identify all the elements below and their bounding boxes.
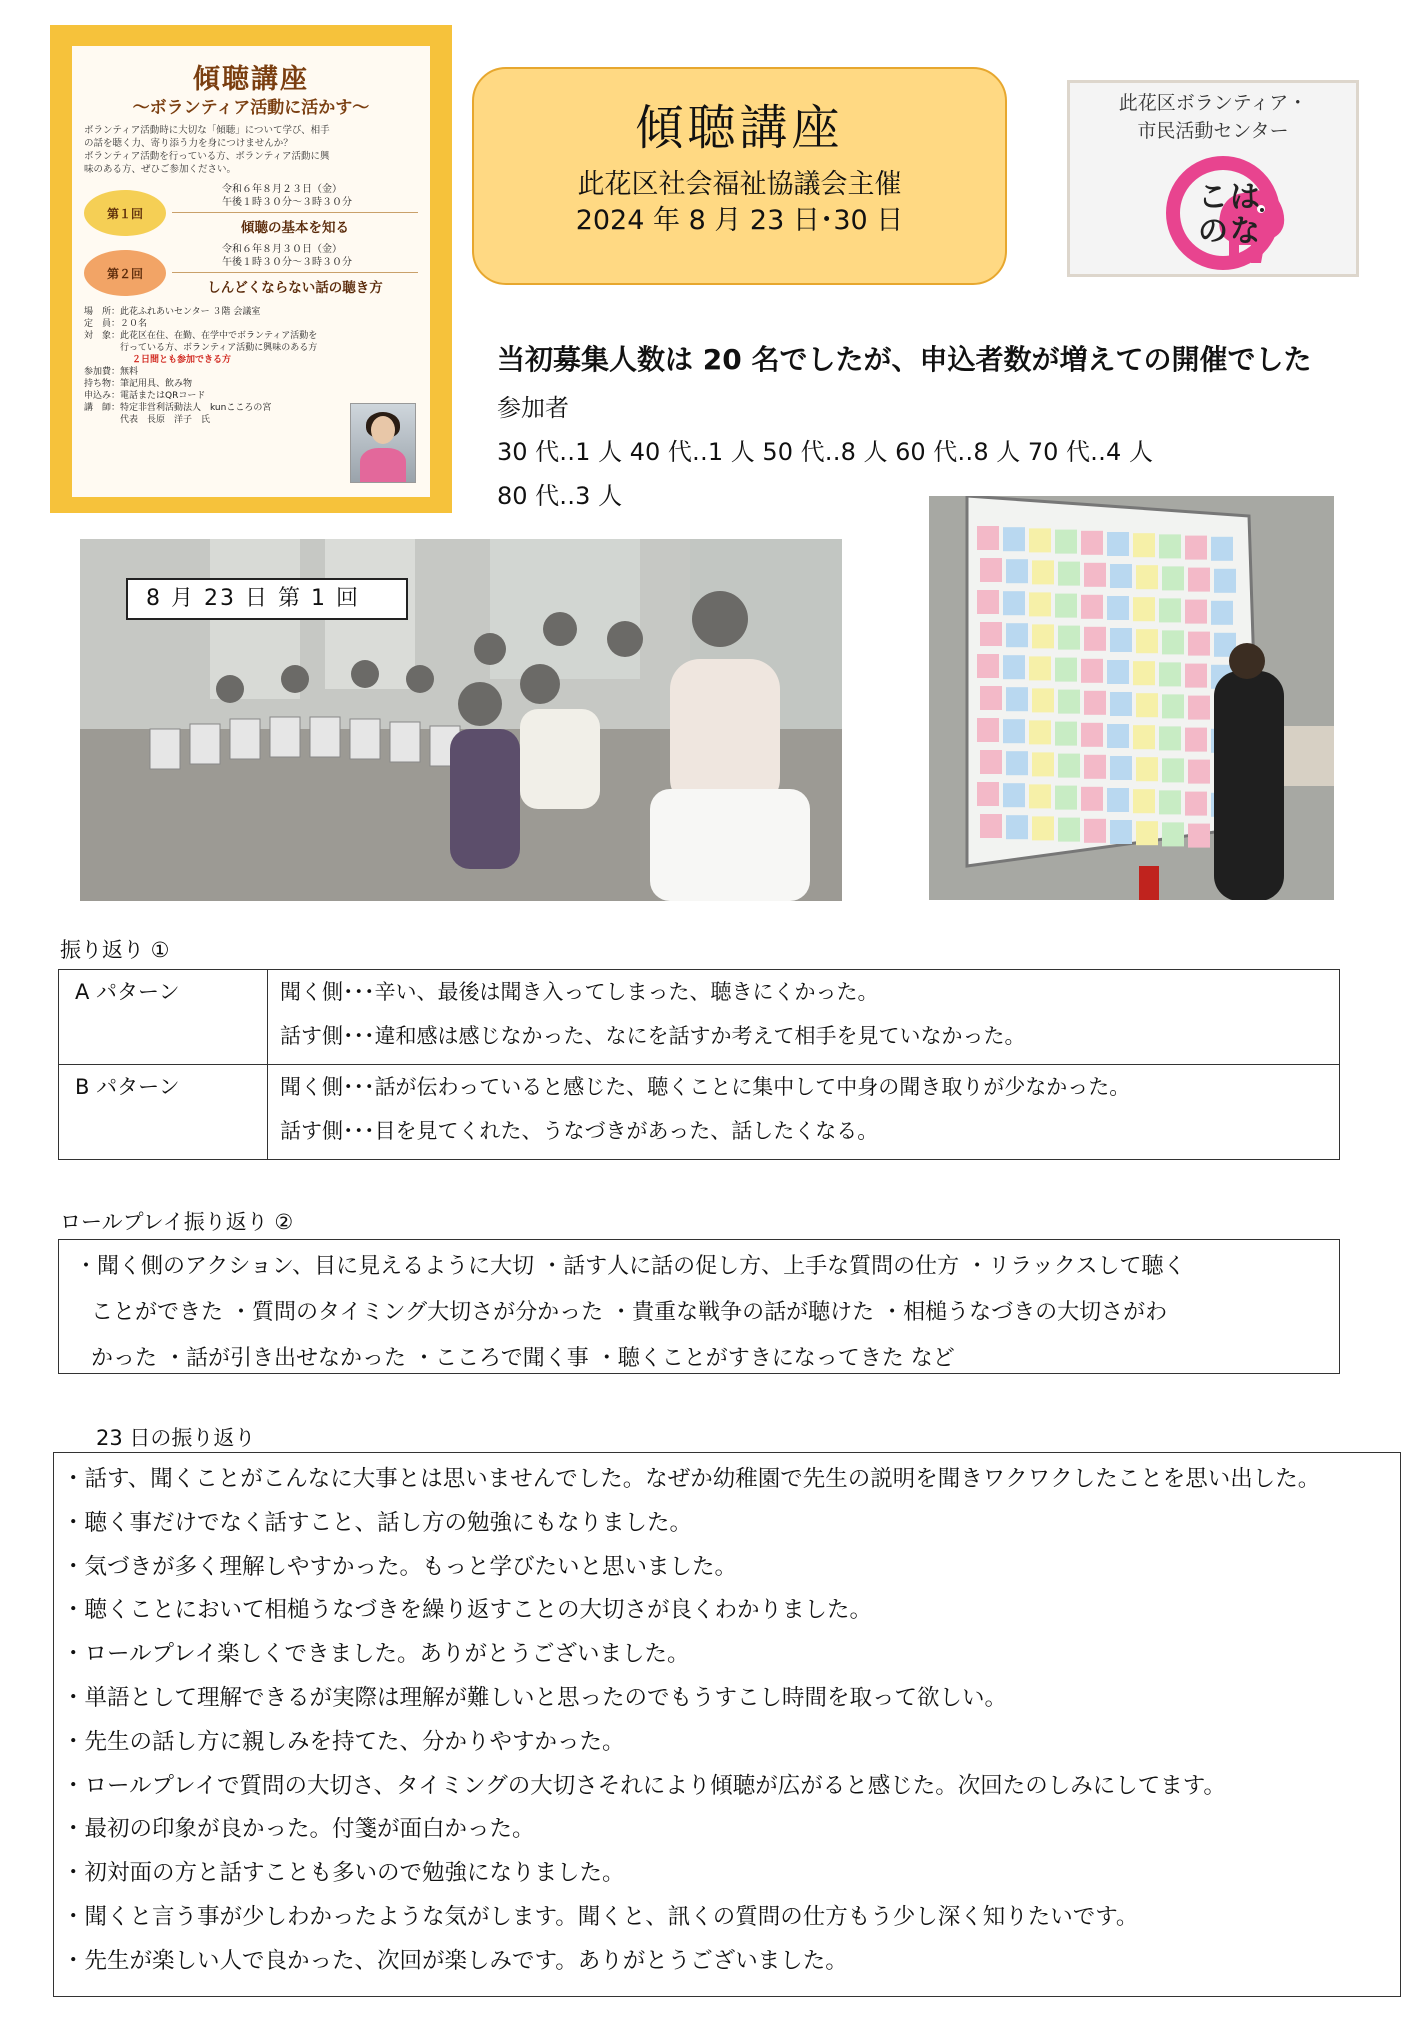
- flyer-session-2: [84, 242, 418, 302]
- sticky-note: [1159, 598, 1181, 622]
- sticky-note: [1032, 816, 1054, 840]
- flyer-items: 持ち物：筆記用具、飲み物: [84, 379, 193, 389]
- flyer-content: [72, 46, 430, 497]
- review2-box: [58, 1239, 1340, 1374]
- sticky-note: [1159, 534, 1181, 558]
- logo-text: [1190, 181, 1270, 249]
- sticky-note: [1084, 819, 1106, 843]
- sticky-note: [1003, 591, 1025, 615]
- sticky-note: [1110, 564, 1132, 588]
- event-dates: 2024 年 8 月 23 日･30 日: [575, 205, 904, 236]
- page-title: 傾聴講座: [635, 100, 844, 156]
- sticky-note: [1188, 696, 1210, 720]
- review2-line: ことができた ・質問のタイミング大切さが分かった ・貴重な戦争の話が聴けた ・相槌うなづきの大切さがわ: [91, 1300, 1168, 1325]
- sticky-note: [1133, 725, 1155, 749]
- sticky-note: [1006, 751, 1028, 775]
- flyer-target-cont: 行っている方、ボランティア活動に興味のある方: [84, 343, 318, 353]
- sticky-note: [1084, 755, 1106, 779]
- logo-text-line: こは: [1198, 180, 1262, 215]
- comment-line: 話す側･･･目を見てくれた、うなづきがあった、話したくなる。: [280, 1119, 879, 1143]
- session-badge: 第２回: [84, 250, 166, 296]
- sticky-note: [1081, 787, 1103, 811]
- sticky-note: [1107, 724, 1129, 748]
- sticky-note: [1081, 595, 1103, 619]
- sticky-note: [1084, 691, 1106, 715]
- sticky-note: [1214, 569, 1236, 593]
- sticky-note: [977, 590, 999, 614]
- sticky-note: [1136, 565, 1158, 589]
- sticky-note: [1136, 629, 1158, 653]
- sticky-note: [1162, 630, 1184, 654]
- review2-line: ・聞く側のアクション、目に見えるように大切 ・話す人に話の促し方、上手な質問の仕方 ・リラックスして聴く: [75, 1254, 1186, 1279]
- sticky-note: [1003, 783, 1025, 807]
- list-item: ・最初の印象が良かった。付箋が面白かった。: [62, 1816, 535, 1843]
- pattern-cell: [59, 970, 268, 1065]
- comment-line: 聞く側･･･話が伝わっていると感じた、聴くことに集中して中身の聞き取りが少なかった。: [280, 1075, 1131, 1099]
- photo-body: [360, 448, 406, 482]
- photo-caption: 8 月 23 日 第 1 回: [126, 578, 408, 620]
- flyer-target-note: ２日間とも参加できる方: [132, 355, 232, 365]
- comment-cell: [268, 1065, 1340, 1160]
- sticky-note: [1107, 532, 1129, 556]
- participants-ages: 30 代‥1 人 40 代‥1 人 50 代‥8 人 60 代‥8 人 70 代‥4 人: [497, 438, 1153, 466]
- flyer-place: 場 所：此花ふれあいセンター ３階 会議室: [84, 307, 261, 317]
- sticky-note: [1162, 694, 1184, 718]
- review2-label: ロールプレイ振り返り ②: [60, 1210, 294, 1234]
- feedback-box: [53, 1452, 1401, 1997]
- logo-line-1: 此花区ボランティア・: [1118, 92, 1308, 114]
- event-flyer: [50, 25, 452, 513]
- sticky-note: [1110, 628, 1132, 652]
- list-item: ・聞くと言う事が少しわかったような気がします。聞くと、訊くの質問の仕方もう少し深く知りたいです。: [62, 1903, 1139, 1930]
- list-item: ・ロールプレイで質問の大切さ、タイミングの大切さそれにより傾聴が広がると感じた。次回たのしみにしてます。: [62, 1772, 1226, 1799]
- session-time: 午後１時３０分〜３時３０分: [222, 197, 352, 208]
- sticky-note: [1003, 719, 1025, 743]
- sticky-note: [1185, 536, 1207, 560]
- sticky-note: [1159, 662, 1181, 686]
- table-row: [59, 970, 1340, 1065]
- title-box: [472, 67, 1007, 285]
- logo-text-line: のな: [1198, 214, 1262, 249]
- sticky-note: [1081, 531, 1103, 555]
- sticky-note: [1003, 527, 1025, 551]
- sticky-note: [1029, 784, 1051, 808]
- sticky-note: [1006, 559, 1028, 583]
- sticky-note: [1159, 790, 1181, 814]
- sticky-note: [980, 814, 1002, 838]
- sticky-note: [1159, 726, 1181, 750]
- sticky-note: [1084, 627, 1106, 651]
- sticky-note: [1055, 786, 1077, 810]
- sticky-note: [1107, 596, 1129, 620]
- organizer: 此花区社会福祉協議会主催: [577, 169, 902, 200]
- flyer-apply: 申込み：電話またはQRコード: [84, 391, 206, 401]
- sticky-note: [1029, 592, 1051, 616]
- sticky-note: [1055, 530, 1077, 554]
- sticky-note: [1032, 688, 1054, 712]
- sticky-note: [1185, 792, 1207, 816]
- participants-ages-cont: 80 代‥3 人: [497, 482, 623, 510]
- table-row: [59, 1065, 1340, 1160]
- photo-face: [371, 416, 395, 444]
- list-item: ・聴く事だけでなく話すこと、話し方の勉強にもなりました。: [62, 1509, 693, 1536]
- list-item: ・聴くことにおいて相槌うなづきを繰り返すことの大切さが良くわかりました。: [62, 1597, 873, 1624]
- sticky-note: [1188, 760, 1210, 784]
- sticky-note: [1110, 692, 1132, 716]
- review2-line: かった ・話が引き出せなかった ・こころで聞く事 ・聴くことがすきになってきた など: [91, 1346, 955, 1371]
- comment-line: 聞く側･･･辛い、最後は聞き入ってしまった、聴きにくかった。: [280, 980, 879, 1004]
- sticky-note: [1188, 632, 1210, 656]
- whiteboard-image: [929, 496, 1334, 900]
- sticky-note: [980, 750, 1002, 774]
- flyer-lecturer-name: 代表 長原 洋子 氏: [84, 415, 211, 425]
- flyer-session-1: [84, 182, 418, 242]
- sticky-note: [1081, 659, 1103, 683]
- sticky-note: [1029, 528, 1051, 552]
- flyer-title: 傾聴講座: [193, 64, 309, 95]
- list-item: ・ロールプレイ楽しくできました。ありがとうございました。: [62, 1641, 690, 1668]
- pattern-label: B パターン: [75, 1075, 180, 1099]
- sticky-note: [1058, 690, 1080, 714]
- sticky-note: [1058, 818, 1080, 842]
- sticky-note: [1032, 624, 1054, 648]
- logo-line-2: 市民活動センター: [1137, 120, 1289, 142]
- sticky-note: [1185, 728, 1207, 752]
- flyer-fee: 参加費：無料: [84, 367, 139, 377]
- sticky-note: [1081, 723, 1103, 747]
- sticky-note: [1058, 754, 1080, 778]
- sticky-note: [1058, 562, 1080, 586]
- sticky-note: [1133, 789, 1155, 813]
- sticky-note: [1136, 693, 1158, 717]
- session-theme: しんどくならない話の聴き方: [172, 272, 418, 296]
- sticky-note: [1032, 560, 1054, 584]
- list-item: ・先生の話し方に親しみを持てた、分かりやすかった。: [62, 1728, 625, 1755]
- session-date: 令和６年８月３０日（金）: [222, 244, 342, 255]
- sticky-note: [1055, 722, 1077, 746]
- review1-table: [58, 969, 1340, 1160]
- sticky-note: [980, 558, 1002, 582]
- sticky-note: [1188, 568, 1210, 592]
- participants-label: 参加者: [497, 394, 569, 422]
- sticky-note: [1188, 824, 1210, 848]
- pattern-label: A パターン: [75, 980, 180, 1004]
- session-theme: 傾聴の基本を知る: [172, 212, 418, 236]
- flyer-capacity: 定 員：２０名: [84, 319, 148, 329]
- sticky-note: [1136, 821, 1158, 845]
- sticky-note: [1107, 788, 1129, 812]
- sticky-note: [977, 526, 999, 550]
- list-item: ・初対面の方と話すことも多いので勉強になりました。: [62, 1860, 625, 1887]
- list-item: ・気づきが多く理解しやすかった。もっと学びたいと思いました。: [62, 1553, 738, 1580]
- sticky-note: [1006, 815, 1028, 839]
- flyer-subtitle: 〜ボランティア活動に活かす〜: [132, 98, 370, 118]
- sticky-note: [1185, 600, 1207, 624]
- sticky-note: [1003, 655, 1025, 679]
- list-item: ・単語として理解できるが実際は理解が難しいと思ったのでもうすこし時間を取って欲しい。: [62, 1684, 1008, 1711]
- list-item: ・先生が楽しい人で良かった、次回が楽しみです。ありがとうございました。: [62, 1947, 848, 1974]
- sticky-note: [1029, 656, 1051, 680]
- sticky-note: [1084, 563, 1106, 587]
- sticky-note: [1029, 720, 1051, 744]
- lecturer-photo: [350, 403, 416, 483]
- sticky-note: [1110, 820, 1132, 844]
- flyer-intro-line: 味のある方、ぜひご参加ください。: [84, 164, 237, 175]
- center-logo: [1067, 80, 1359, 277]
- session-time: 午後１時３０分〜３時３０分: [222, 257, 352, 268]
- sticky-note: [980, 622, 1002, 646]
- session-badge: 第１回: [84, 190, 166, 236]
- flyer-target: 対 象：此花区在住、在勤、在学中でボランティア活動を: [84, 331, 318, 341]
- sticky-notes-photo: [929, 496, 1334, 900]
- sticky-note: [1162, 822, 1184, 846]
- sticky-note: [1006, 623, 1028, 647]
- sticky-note: [1006, 687, 1028, 711]
- sticky-note: [1133, 661, 1155, 685]
- recruitment-note: 当初募集人数は 20 名でしたが、申込者数が増えての開催でした: [497, 343, 1312, 376]
- sticky-note: [1055, 658, 1077, 682]
- sticky-note: [977, 718, 999, 742]
- sticky-note: [1211, 537, 1233, 561]
- flyer-intro: [84, 124, 418, 176]
- flyer-lecturer: 講 師：特定非営利活動法人 kunこころの宮: [84, 403, 272, 413]
- sticky-note: [1055, 594, 1077, 618]
- sticky-note: [1185, 664, 1207, 688]
- sticky-note: [1107, 660, 1129, 684]
- sticky-note: [1162, 566, 1184, 590]
- sticky-note: [1032, 752, 1054, 776]
- sticky-note: [1211, 601, 1233, 625]
- flyer-intro-line: ボランティア活動を行っている方、ボランティア活動に興: [84, 151, 330, 162]
- sticky-note: [1058, 626, 1080, 650]
- sticky-note: [977, 782, 999, 806]
- list-item: ・話す、聞くことがこんなに大事とは思いませんでした。なぜか幼稚園で先生の説明を聞きワクワクしたことを思い出した。: [62, 1466, 1321, 1492]
- sticky-note: [1133, 533, 1155, 557]
- flyer-intro-line: ボランティア活動時に大切な「傾聴」について学び、相手: [84, 125, 330, 136]
- comment-cell: [268, 970, 1340, 1065]
- sticky-note: [977, 654, 999, 678]
- sticky-note: [980, 686, 1002, 710]
- review2-text: [59, 1240, 1339, 1382]
- flyer-intro-line: の話を聴く力、寄り添う力を身につけませんか？: [84, 138, 293, 149]
- sticky-note: [1162, 758, 1184, 782]
- comment-line: 話す側･･･違和感は感じなかった、なにを話すか考えて相手を見ていなかった。: [280, 1024, 1026, 1048]
- sticky-note: [1136, 757, 1158, 781]
- pattern-cell: [59, 1065, 268, 1160]
- sticky-note: [1110, 756, 1132, 780]
- feedback-label: 23 日の振り返り: [96, 1426, 256, 1450]
- sticky-note: [1133, 597, 1155, 621]
- review1-label: 振り返り ①: [60, 938, 170, 962]
- session-date: 令和６年８月２３日（金）: [222, 184, 342, 195]
